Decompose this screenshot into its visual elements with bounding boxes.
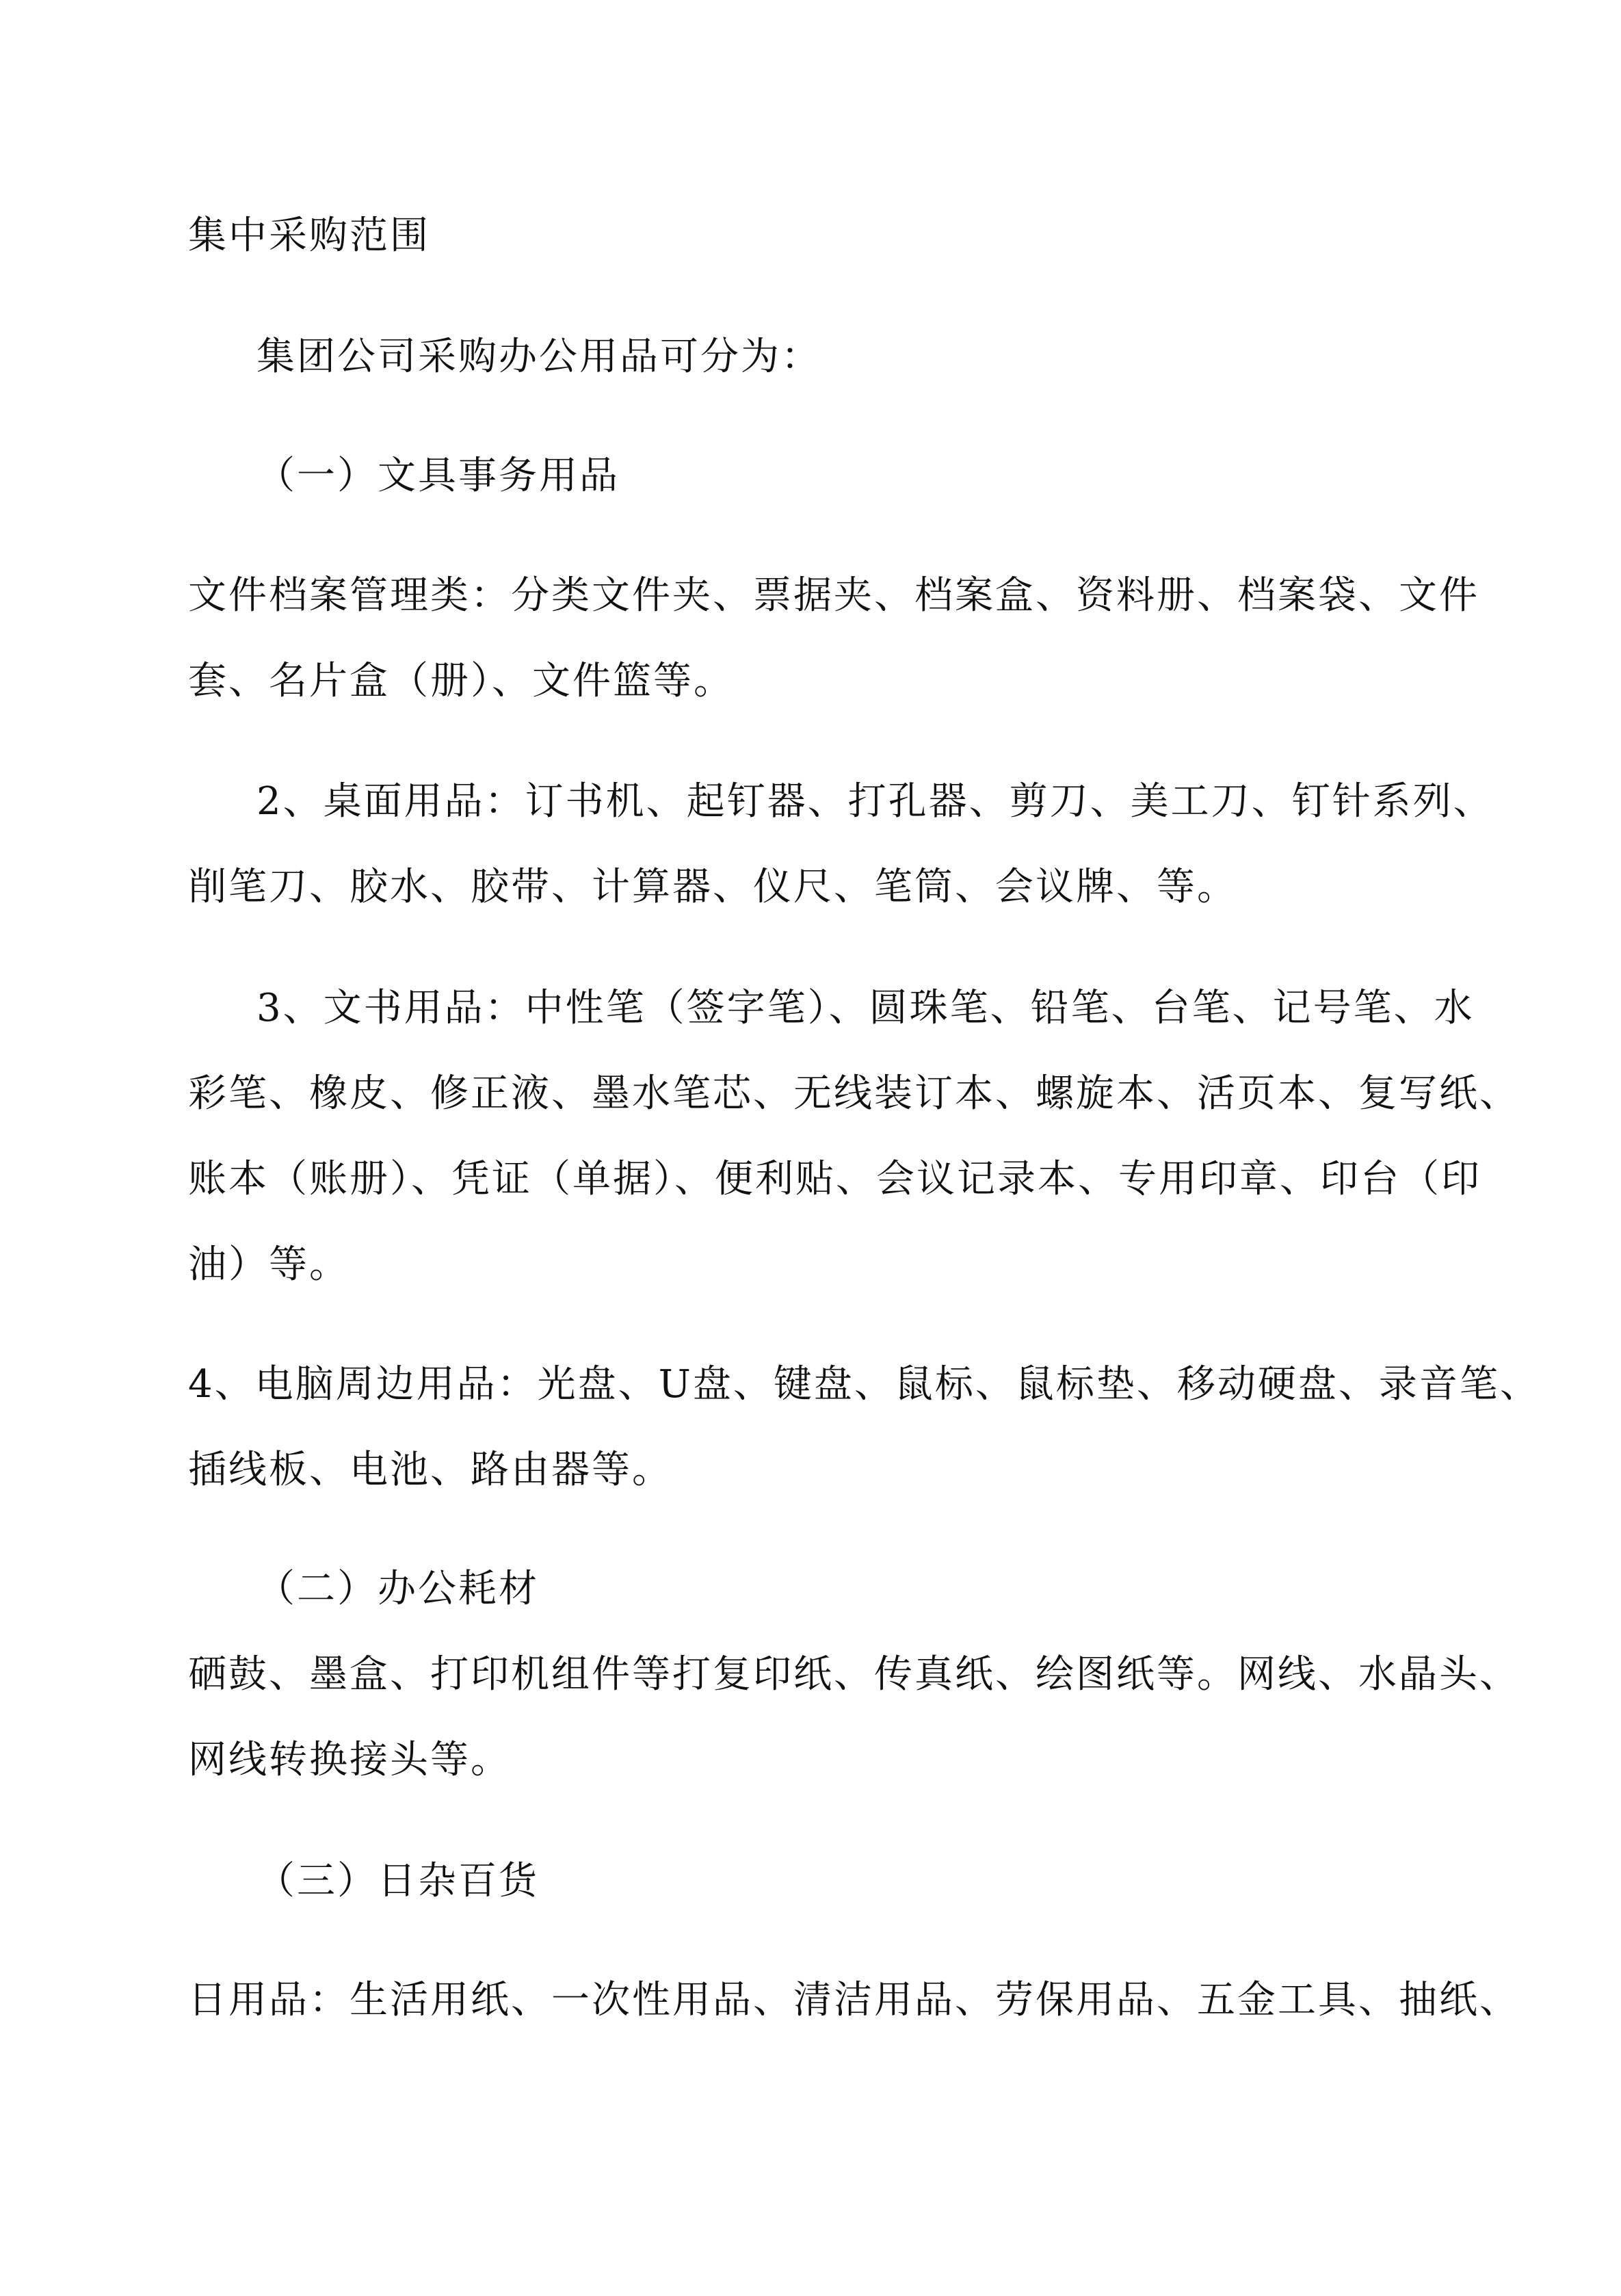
- paragraph-line: 网线转换接头等。: [188, 1738, 511, 1782]
- paragraph-line: 彩笔、橡皮、修正液、墨水笔芯、无线装订本、螺旋本、活页本、复写纸、: [188, 1071, 1520, 1116]
- paragraph-line: 日用品：生活用纸、一次性用品、清洁用品、劳保用品、五金工具、抽纸、: [188, 1978, 1520, 2022]
- section-heading-stationery: （一）文具事务用品: [256, 454, 620, 498]
- paragraph-line: 削笔刀、胶水、胶带、计算器、仪尺、笔筒、会议牌、等。: [188, 865, 1237, 909]
- paragraph-line: 油）等。: [188, 1242, 350, 1287]
- paragraph-line: 文件档案管理类：分类文件夹、票据夹、档案盒、资料册、档案袋、文件: [188, 573, 1479, 618]
- paragraph-line: 2、桌面用品：订书机、起钉器、打孔器、剪刀、美工刀、钉针系列、: [256, 779, 1494, 824]
- intro-paragraph: 集团公司采购办公用品可分为：: [256, 335, 821, 379]
- document-title: 集中采购范围: [188, 213, 430, 258]
- section-heading-daily-goods: （三）日杂百货: [256, 1859, 539, 1903]
- paragraph-line: 3、文书用品：中性笔（签字笔）、圆珠笔、铅笔、台笔、记号笔、水: [256, 986, 1475, 1030]
- paragraph-line: 硒鼓、墨盒、打印机组件等打复印纸、传真纸、绘图纸等。网线、水晶头、: [188, 1652, 1520, 1697]
- paragraph-line: 套、名片盒（册）、文件篮等。: [188, 659, 734, 703]
- paragraph-line: 4、电脑周边用品：光盘、U盘、键盘、鼠标、鼠标垫、移动硬盘、录音笔、: [188, 1362, 1540, 1407]
- section-heading-consumables: （二）办公耗材: [256, 1567, 539, 1611]
- paragraph-line: 插线板、电池、路由器等。: [188, 1448, 672, 1492]
- paragraph-line: 账本（账册）、凭证（单据）、便利贴、会议记录本、专用印章、印台（印: [188, 1157, 1481, 1201]
